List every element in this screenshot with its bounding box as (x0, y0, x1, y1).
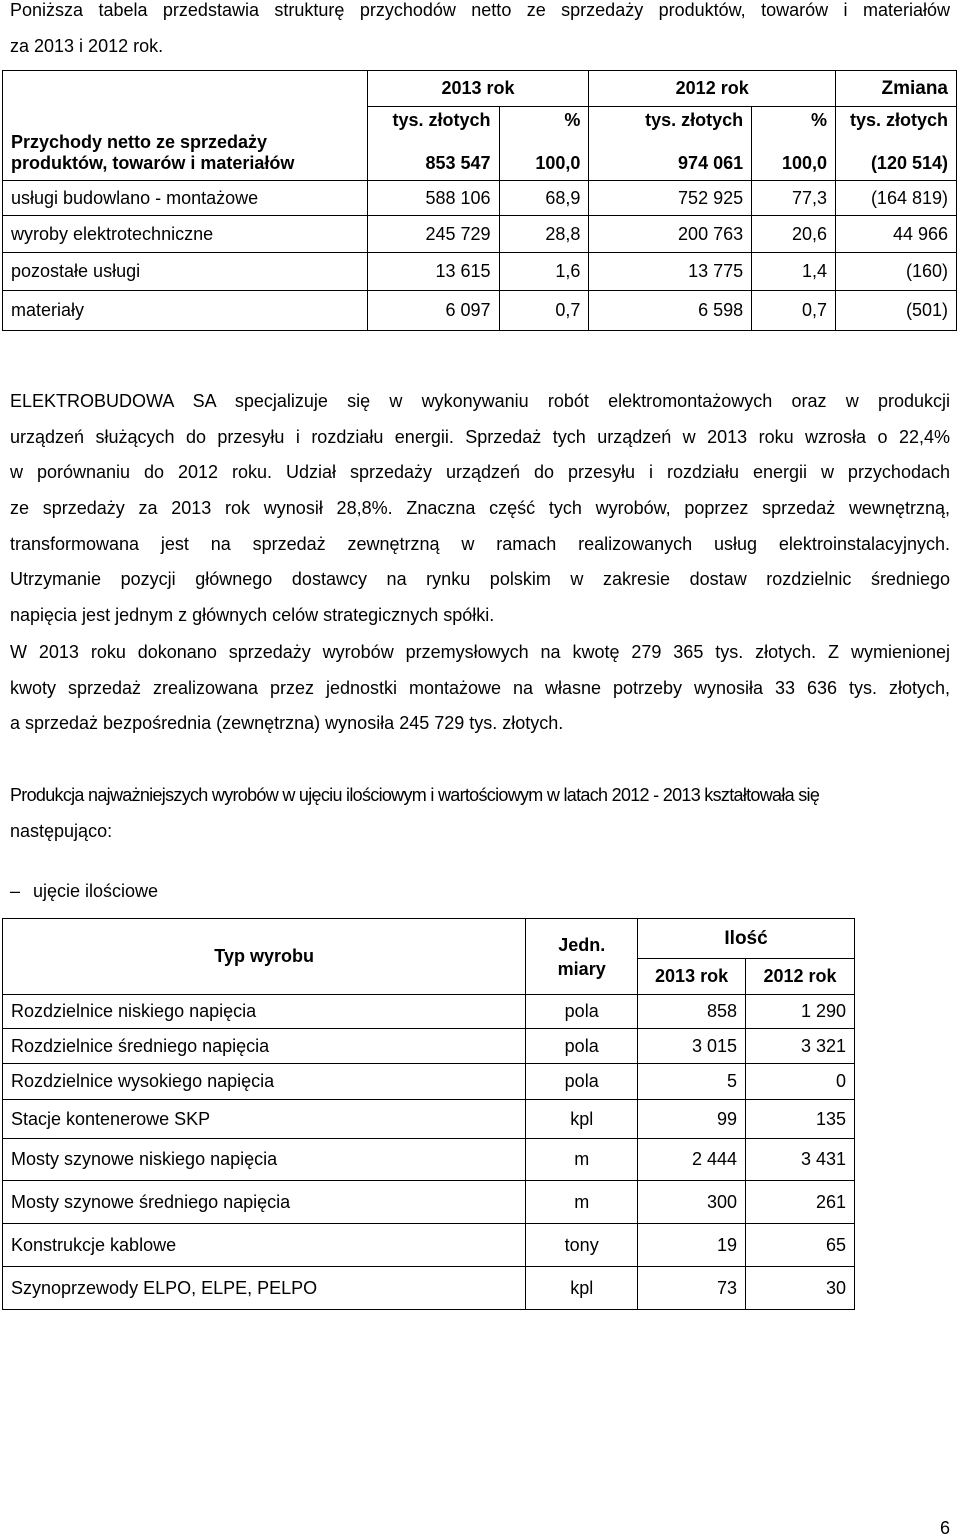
total-v2012: 974 061 (589, 135, 752, 181)
product-name: Rozdzielnice wysokiego napięcia (3, 1064, 526, 1100)
paragraph-line: kwoty sprzedaż zrealizowana przez jednostki montażowe na własne potrzeby wynosiła 33 636 tys. złotych, (10, 678, 950, 698)
product-q2013: 5 (638, 1064, 746, 1100)
production-line-1: Produkcja najważniejszych wyrobów w ujęciu ilościowym i wartościowym w latach 2012 - 2013 kształtowała się (10, 785, 820, 805)
product-name: Rozdzielnice niskiego napięcia (3, 995, 526, 1029)
table-row (3, 995, 855, 1029)
header-unit-line-1: Jedn. (558, 934, 606, 955)
product-name: Mosty szynowe niskiego napięcia (3, 1139, 526, 1181)
product-table (2, 918, 855, 1310)
header-pct-2012: % (752, 107, 836, 135)
table-row (3, 291, 957, 331)
row-v2012: 200 763 (589, 216, 752, 253)
total-label-line-1: Przychody netto ze sprzedaży (11, 132, 268, 152)
header-2013: 2013 rok (638, 959, 746, 995)
product-unit: tony (526, 1224, 638, 1267)
header-qty: Ilość (638, 919, 855, 959)
header-unit-line-2: miary (557, 958, 606, 979)
paragraph-line: napięcia jest jednym z głównych celów strategicznych spółki. (10, 605, 495, 625)
row-p2012: 77,3 (752, 181, 836, 216)
header-2012: 2012 rok (746, 959, 855, 995)
header-unit-2013: tys. złotych (367, 107, 499, 135)
header-pct-2013: % (499, 107, 589, 135)
product-unit: pola (526, 1064, 638, 1100)
row-change: (160) (836, 253, 957, 291)
row-change: 44 966 (836, 216, 957, 253)
row-v2012: 13 775 (589, 253, 752, 291)
intro-line-1: Poniższa tabela przedstawia strukturę przychodów netto ze sprzedaży produktów, towarów i materiałów (10, 0, 950, 20)
table-row (3, 253, 957, 291)
paragraph-line: ELEKTROBUDOWA SA specjalizuje się w wykonywaniu robót elektromontażowych oraz w produkcji (10, 391, 950, 411)
row-label: wyroby elektrotechniczne (3, 216, 368, 253)
row-change: (501) (836, 291, 957, 331)
product-unit: pola (526, 995, 638, 1029)
bullet-dash: – (10, 881, 21, 901)
revenue-table (2, 70, 957, 331)
table-row (3, 1224, 855, 1267)
row-v2013: 245 729 (367, 216, 499, 253)
revenue-header-years (3, 71, 957, 107)
product-q2012: 135 (746, 1100, 855, 1139)
row-v2012: 752 925 (589, 181, 752, 216)
table-row (3, 216, 957, 253)
row-p2013: 0,7 (499, 291, 589, 331)
paragraph-line: urządzeń służących do przesyłu i rozdziału energii. Sprzedaż tych urządzeń w 2013 roku wzrosła o 22,4% (10, 427, 950, 447)
row-p2012: 0,7 (752, 291, 836, 331)
header-unit-2012: tys. złotych (589, 107, 752, 135)
header-type: Typ wyrobu (3, 919, 526, 995)
product-header-row-1 (3, 919, 855, 959)
product-unit: kpl (526, 1267, 638, 1310)
table-row (3, 1267, 855, 1310)
row-p2013: 28,8 (499, 216, 589, 253)
product-name: Mosty szynowe średniego napięcia (3, 1181, 526, 1224)
header-change: Zmiana (836, 71, 957, 107)
product-name: Rozdzielnice średniego napięcia (3, 1029, 526, 1064)
row-p2013: 68,9 (499, 181, 589, 216)
product-q2013: 99 (638, 1100, 746, 1139)
page-number: 6 (939, 1518, 950, 1538)
header-2013: 2013 rok (367, 71, 589, 107)
row-v2013: 6 097 (367, 291, 499, 331)
total-p2012: 100,0 (752, 135, 836, 181)
total-label-line-2: produktów, towarów i materiałów (11, 153, 295, 173)
intro-line-2: za 2013 i 2012 rok. (10, 36, 164, 56)
total-label-cell (3, 71, 368, 181)
paragraph-line: transformowana jest na sprzedaż zewnętrzną w ramach realizowanych usług elektroinstalacyjnych. (10, 534, 950, 554)
product-q2013: 73 (638, 1267, 746, 1310)
table-row (3, 1064, 855, 1100)
product-name: Stacje kontenerowe SKP (3, 1100, 526, 1139)
row-v2013: 13 615 (367, 253, 499, 291)
row-p2012: 20,6 (752, 216, 836, 253)
paragraph-line: Utrzymanie pozycji głównego dostawcy na rynku polskim w zakresie dostaw rozdzielnic średniego (10, 569, 950, 589)
header-unit-change: tys. złotych (836, 107, 957, 135)
product-q2012: 261 (746, 1181, 855, 1224)
row-v2012: 6 598 (589, 291, 752, 331)
product-unit: m (526, 1139, 638, 1181)
row-p2012: 1,4 (752, 253, 836, 291)
product-unit: pola (526, 1029, 638, 1064)
total-v2013: 853 547 (367, 135, 499, 181)
product-unit: kpl (526, 1100, 638, 1139)
product-q2013: 2 444 (638, 1139, 746, 1181)
bullet-quantitative: ujęcie ilościowe (33, 881, 159, 901)
product-q2012: 3 431 (746, 1139, 855, 1181)
product-name: Szynoprzewody ELPO, ELPE, PELPO (3, 1267, 526, 1310)
table-row (3, 1100, 855, 1139)
product-q2012: 0 (746, 1064, 855, 1100)
paragraph-line: w porównaniu do 2012 roku. Udział sprzedaży urządzeń do przesyłu i rozdziału energii w przychodach (10, 462, 950, 482)
product-q2012: 1 290 (746, 995, 855, 1029)
paragraph-line: a sprzedaż bezpośrednia (zewnętrzna) wynosiła 245 729 tys. złotych. (10, 713, 564, 733)
product-name: Konstrukcje kablowe (3, 1224, 526, 1267)
row-label: materiały (3, 291, 368, 331)
product-q2012: 30 (746, 1267, 855, 1310)
row-label: usługi budowlano - montażowe (3, 181, 368, 216)
table-row (3, 1029, 855, 1064)
product-q2012: 65 (746, 1224, 855, 1267)
product-q2013: 300 (638, 1181, 746, 1224)
header-2012: 2012 rok (589, 71, 836, 107)
product-unit: m (526, 1181, 638, 1224)
product-q2012: 3 321 (746, 1029, 855, 1064)
paragraph-line: ze sprzedaży za 2013 rok wynosił 28,8%. Znaczna część tych wyrobów, poprzez sprzedaż wewnętrzną, (10, 498, 950, 518)
total-change: (120 514) (836, 135, 957, 181)
product-q2013: 19 (638, 1224, 746, 1267)
row-label: pozostałe usługi (3, 253, 368, 291)
table-row (3, 1139, 855, 1181)
product-q2013: 858 (638, 995, 746, 1029)
total-p2013: 100,0 (499, 135, 589, 181)
product-q2013: 3 015 (638, 1029, 746, 1064)
table-row (3, 181, 957, 216)
table-row (3, 1181, 855, 1224)
row-change: (164 819) (836, 181, 957, 216)
header-unit (526, 919, 638, 995)
paragraph-line: W 2013 roku dokonano sprzedaży wyrobów przemysłowych na kwotę 279 365 tys. złotych. Z wymienionej (10, 642, 950, 662)
row-p2013: 1,6 (499, 253, 589, 291)
row-v2013: 588 106 (367, 181, 499, 216)
production-line-2: następująco: (10, 821, 113, 841)
